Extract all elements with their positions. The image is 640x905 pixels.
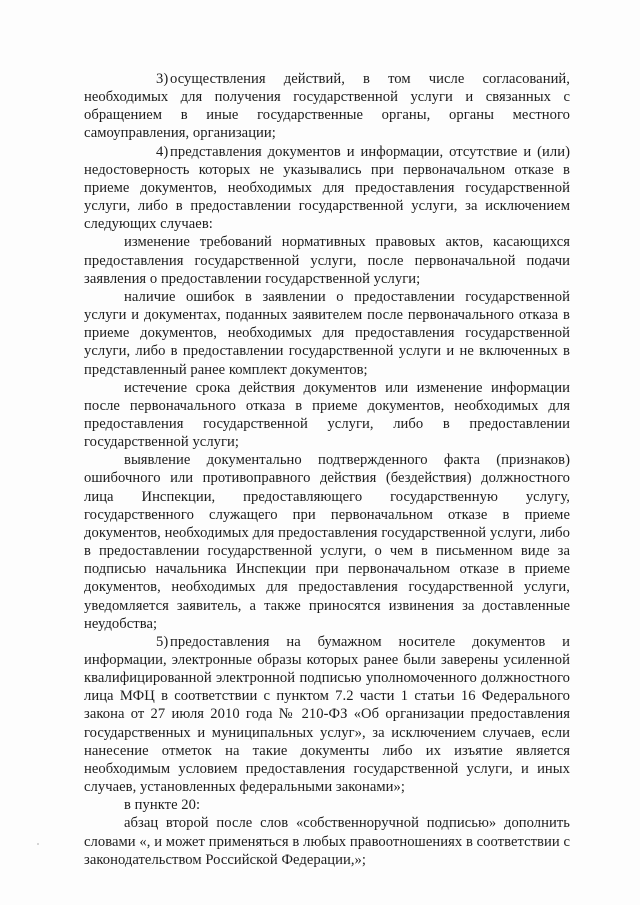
item-text: представления документов и информации, отсутствие и (или) недостоверность которых не указывались при первоначальном отказе в приеме документов, необходимых для предоставления государственной услуги, либо в предоставлении государственной услуги, за исключением следующих случаев: [84, 143, 570, 233]
list-item-4 [84, 143, 570, 234]
sub-paragraph: наличие ошибок в заявлении о предоставлении государственной услуги и документах, поданных заявителем после первоначального отказа в приеме документов, необходимых для предоставления государственной услуги, либо в предоставлении государственной услуги и не включенных в представленный ранее комплект документов; [84, 288, 570, 378]
item-text: предоставления на бумажном носителе документов и информации, электронные образы которых ранее были заверены усиленной квалифицированной электронной подписью уполномоченного должностного лица МФЦ в соответствии с пунктом 7.2 части 1 статьи 16 Федерального закона от 27 июля 2010 года № 210-ФЗ «Об организации предоставления государственных и муниципальных услуг», за исключением случаев, если нанесение отметок на такие документы либо их изъятие является необходимым условием предоставления государственной услуги, и иных случаев, установленных федеральными законами»; [84, 633, 570, 796]
sub-paragraph: изменение требований нормативных правовых актов, касающихся предоставления государственной услуги, после первоначальной подачи заявления о предоставлении государственной услуги; [84, 234, 570, 287]
item-number: 5) [156, 633, 169, 650]
paragraph-amendment: абзац второй после слов «собственноручной подписью» дополнить словами «, и может применяться в любых правоотношениях в соответствии с законодательством Российской Федерации,»; [84, 815, 570, 868]
sub-paragraph: выявление документально подтвержденного факта (признаков) ошибочного или противоправного действия (бездействия) должностного лица Инспекции, предоставляющего государственную услугу, государственного служащего при первоначальном отказе в приеме документов, необходимых для предоставления государственной услуги, либо в предоставлении государственной услуги, о чем в письменном виде за подписью начальника Инспекции при первоначальном отказе в приеме документов, необходимых для предоставления государственной услуги, уведомляется заявитель, а также приносятся извинения за доставленные неудобства; [84, 452, 570, 632]
scan-speck [37, 843, 39, 845]
list-item-5 [84, 633, 570, 796]
list-item-3 [84, 70, 570, 143]
item-number: 3) [156, 71, 169, 87]
sub-paragraph: истечение срока действия документов или изменение информации после первоначального отказа в приеме документов, необходимых для предоставления государственной услуги, либо в предоставлении государственной услуги; [84, 379, 570, 451]
paragraph-point-20: в пункте 20: [124, 797, 201, 814]
item-text: осуществления действий, в том числе согласований, необходимых для получения государственной услуги и связанных с обращением в иные государственные органы, органы местного самоуправления, организации; [84, 71, 570, 142]
document-body [84, 70, 570, 869]
item-number: 4) [156, 143, 169, 160]
